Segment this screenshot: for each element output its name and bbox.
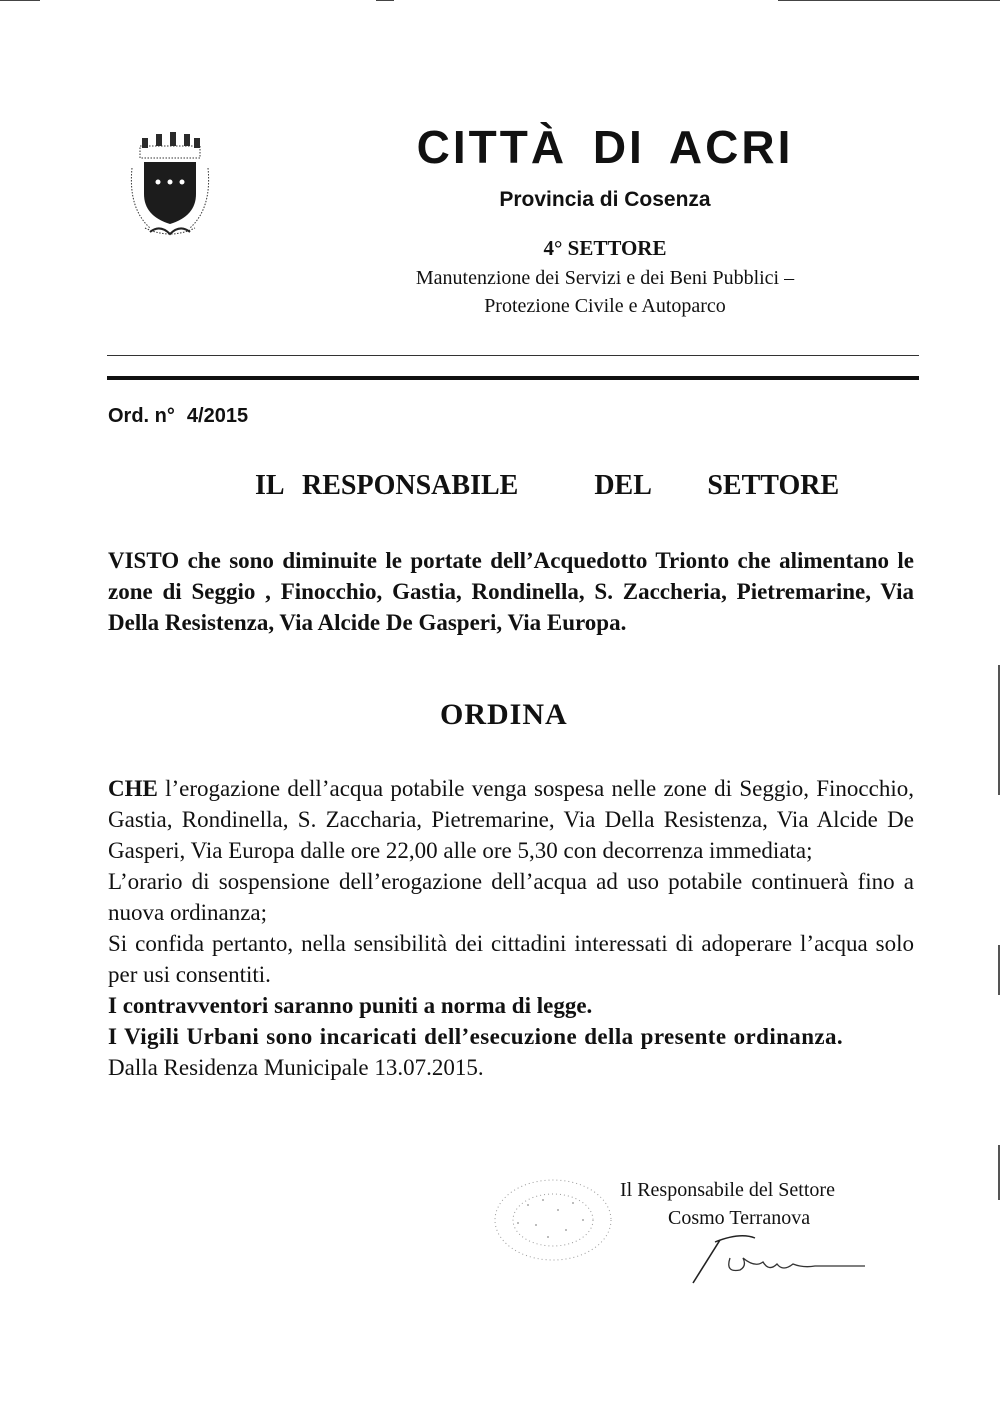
signatory-name: Cosmo Terranova (668, 1207, 811, 1229)
city-coat-of-arms-icon (120, 128, 220, 248)
visto-text: che sono diminuite le portate dell’Acquedotto Trionto che alimentano le zone di Seggio , Finocchio, Gastia, Rondinella, S. Zaccheria, Pietremarine, Via Della Resistenza, Via Alcide De Gasperi, Via Europa. (108, 548, 914, 635)
handwritten-signature-icon (685, 1228, 885, 1288)
signatory-role: Il Responsabile del Settore (620, 1179, 835, 1201)
contravventori-paragraph: I contravventori saranno puniti a norma di legge. (108, 993, 593, 1018)
ordinance-number (108, 405, 248, 428)
ordinance-label: Ord. n° (108, 405, 175, 427)
visto-paragraph (108, 545, 914, 638)
confida-paragraph: Si confida pertanto, nella sensibilità dei cittadini interessati di adoperare l’acqua solo per usi consentiti. (108, 931, 914, 987)
section-heading: IL RESPONSABILE DEL SETTORE (255, 470, 840, 501)
sector-description (360, 264, 850, 320)
scan-artifact (778, 0, 1000, 1)
che-lead: CHE (108, 776, 158, 801)
vigili-paragraph: I Vigili Urbani sono incaricati dell’esecuzione della presente ordinanza. (108, 1024, 844, 1049)
scan-artifact (0, 0, 40, 1)
divider-thick (107, 376, 919, 380)
che-paragraph (108, 773, 914, 866)
ordinance-value: 4/2015 (186, 405, 249, 427)
ordinance-body (108, 773, 914, 1083)
ordina-heading: ORDINA (440, 698, 568, 731)
orario-paragraph: L’orario di sospensione dell’erogazione dell’acqua ad uso potabile continuerà fino a nuova ordinanza; (108, 869, 914, 925)
divider-thin (107, 355, 919, 356)
province-name: Provincia di Cosenza (499, 188, 711, 211)
sector-description-line: Protezione Civile e Autoparco (484, 295, 726, 317)
scan-artifact (376, 0, 394, 1)
faded-official-stamp-icon (488, 1175, 618, 1275)
city-title: CITTÀ DI ACRI (416, 121, 794, 173)
sector-description-line: Manutenzione dei Servizi e dei Beni Pubblici – (415, 267, 795, 289)
sector-title: 4° SETTORE (543, 236, 667, 260)
visto-lead: VISTO (108, 548, 180, 573)
residenza-line: Dalla Residenza Municipale 13.07.2015. (108, 1055, 484, 1080)
che-text: l’erogazione dell’acqua potabile venga sospesa nelle zone di Seggio, Finocchio, Gastia, Rondinella, S. Zaccharia, Pietremarine, Via Della Resistenza, Via Alcide De Gasperi, Via Europa dalle ore 22,00 alle ore 5,30 con decorrenza immediata; (108, 776, 914, 863)
